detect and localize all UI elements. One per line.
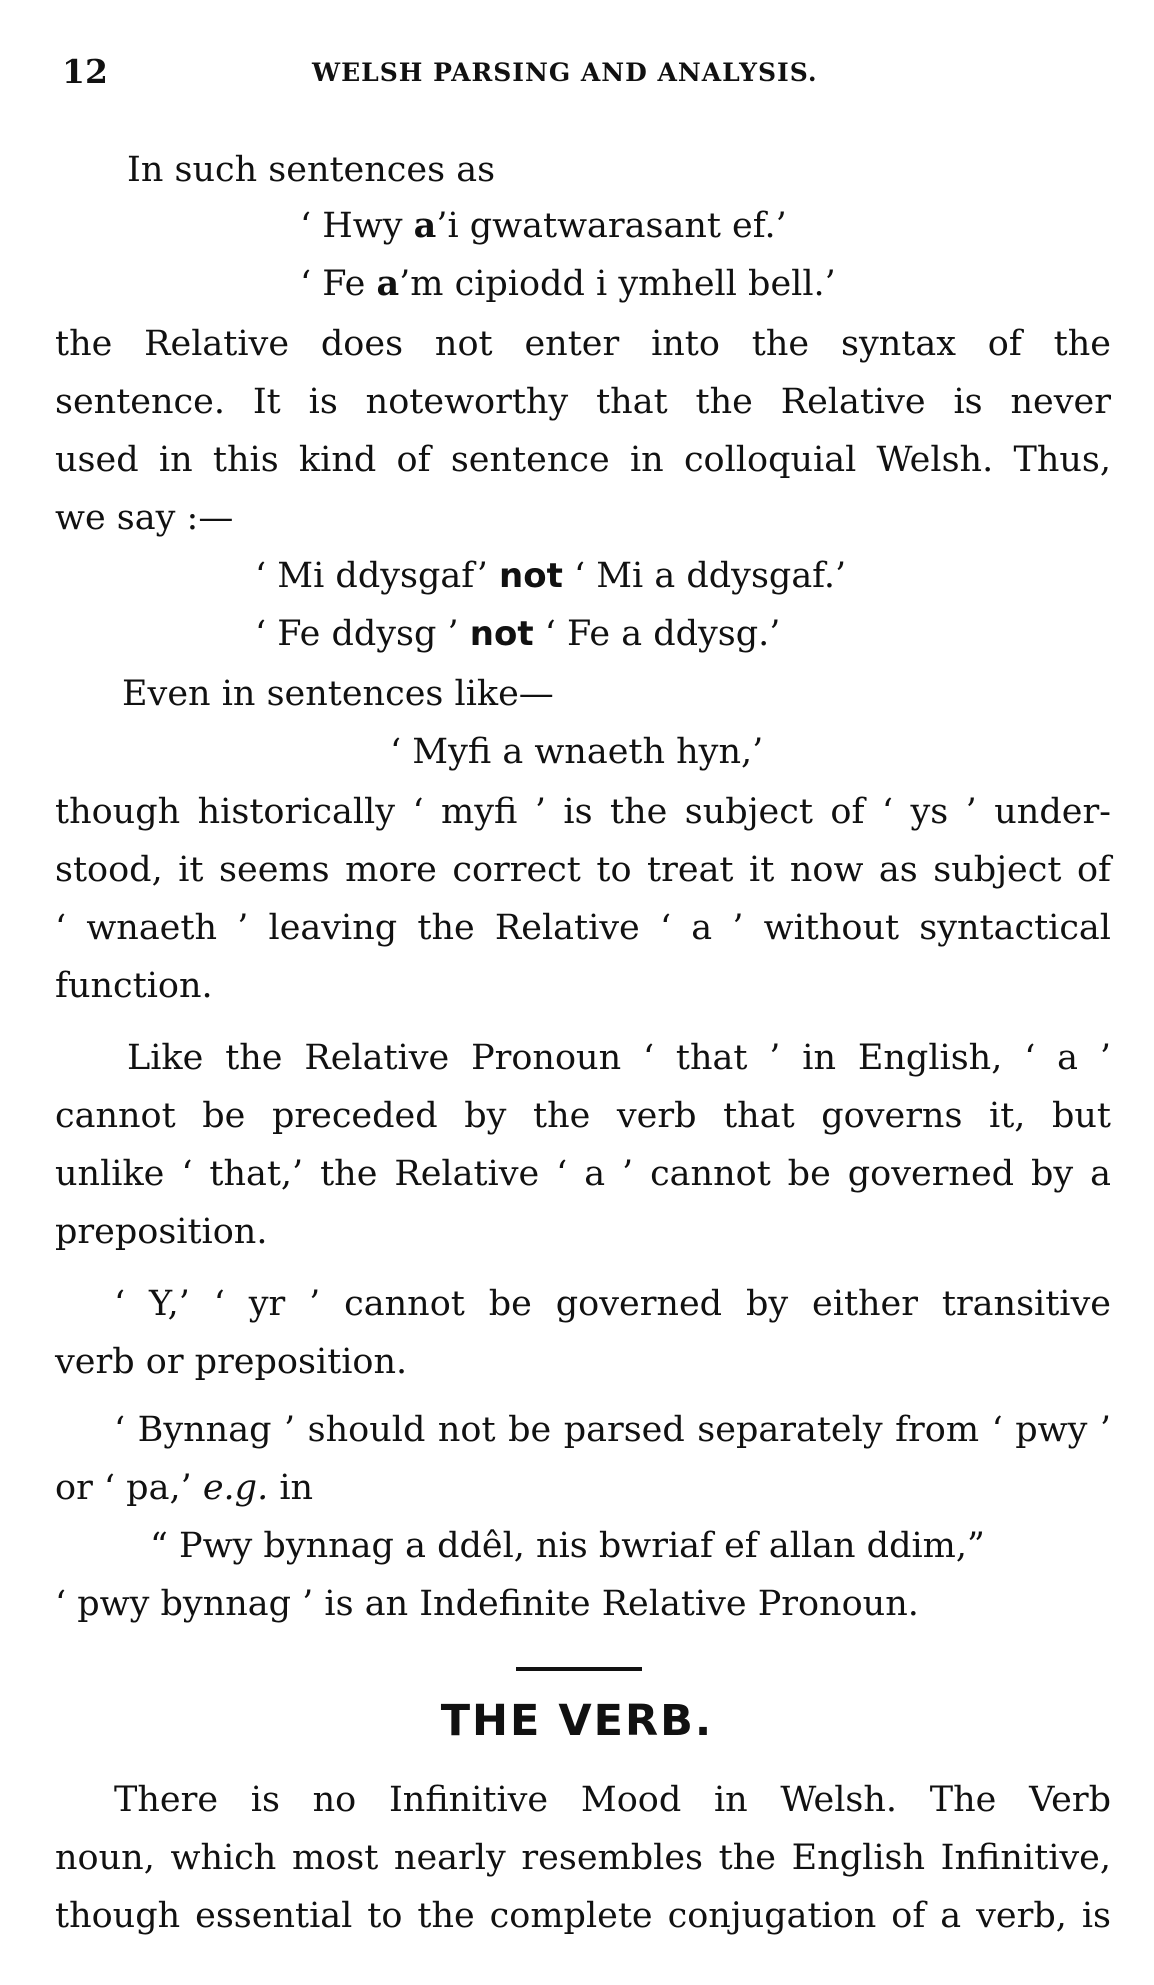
body-line: cannot be preceded by the verb that governs it, but xyxy=(55,1096,1111,1136)
eg-abbrev: e.g. xyxy=(202,1468,269,1508)
body-line: verb or preposition. xyxy=(55,1342,408,1382)
example-text: ‘ Hwy xyxy=(300,206,414,246)
body-line: stood, it seems more correct to treat it now as subject of xyxy=(55,850,1111,890)
body-line: ‘ pwy bynnag ’ is an Indefinite Relative Pronoun. xyxy=(55,1584,919,1624)
section-rule xyxy=(516,1667,642,1671)
example-fe-ddysg xyxy=(255,606,780,662)
body-line: though historically ‘ myfi ’ is the subject of ‘ ys ’ under- xyxy=(55,792,1111,832)
body-line: ‘ wnaeth ’ leaving the Relative ‘ a ’ without syntactical xyxy=(55,908,1111,948)
relative-a: a xyxy=(413,205,437,246)
example-text: ‘ Mi a ddysgaf.’ xyxy=(562,556,847,596)
para1-intro: In such sentences as xyxy=(127,150,496,190)
body-line: function. xyxy=(55,966,213,1006)
relative-a: a xyxy=(376,263,400,304)
body-line: preposition. xyxy=(55,1212,268,1252)
example-mi xyxy=(255,548,846,604)
example-text: ‘ Fe xyxy=(300,264,377,304)
not-word: not xyxy=(499,556,563,596)
example-fe xyxy=(300,256,836,312)
example-hwy xyxy=(300,198,787,254)
body-line: noun, which most nearly resembles the English Infinitive, xyxy=(55,1838,1111,1878)
section-heading: THE VERB. xyxy=(440,1696,714,1746)
example-pwy-bynnag: “ Pwy bynnag a ddêl, nis bwriaf ef allan ddim,” xyxy=(150,1526,985,1566)
body-line: Like the Relative Pronoun ‘ that ’ in English, ‘ a ’ xyxy=(127,1038,1111,1078)
example-text: ’m cipiodd i ymhell bell.’ xyxy=(399,264,836,304)
example-text: ‘ Fe a ddysg.’ xyxy=(533,614,781,654)
body-line: we say :— xyxy=(55,498,234,538)
example-myfi: ‘ Myfi a wnaeth hyn,’ xyxy=(390,732,764,772)
page-number: 12 xyxy=(62,52,108,91)
para2-intro: Even in sentences like— xyxy=(122,674,554,714)
page-header xyxy=(62,52,1102,96)
example-text: ’i gwatwarasant ef.’ xyxy=(436,206,787,246)
body-text: or ‘ pa,’ xyxy=(55,1468,203,1508)
body-text: in xyxy=(268,1468,314,1508)
example-text: ‘ Mi ddysgaf’ xyxy=(255,556,500,596)
body-line: ‘ Y,’ ‘ yr ’ cannot be governed by either transitive xyxy=(114,1284,1111,1324)
body-line: There is no Infinitive Mood in Welsh. The Verb xyxy=(114,1780,1111,1820)
running-head: WELSH PARSING AND ANALYSIS. xyxy=(312,58,818,87)
not-word: not xyxy=(469,614,534,654)
body-line: unlike ‘ that,’ the Relative ‘ a ’ cannot be governed by a xyxy=(55,1154,1111,1194)
body-line: though essential to the complete conjugation of a verb, is xyxy=(55,1896,1111,1936)
body-line: sentence. It is noteworthy that the Relative is never xyxy=(55,382,1111,422)
body-line xyxy=(55,1460,1111,1516)
body-line: the Relative does not enter into the syntax of the xyxy=(55,324,1111,364)
example-text: ‘ Fe ddysg ’ xyxy=(255,614,470,654)
body-line: ‘ Bynnag ’ should not be parsed separately from ‘ pwy ’ xyxy=(114,1410,1111,1450)
body-line: used in this kind of sentence in colloquial Welsh. Thus, xyxy=(55,440,1111,480)
